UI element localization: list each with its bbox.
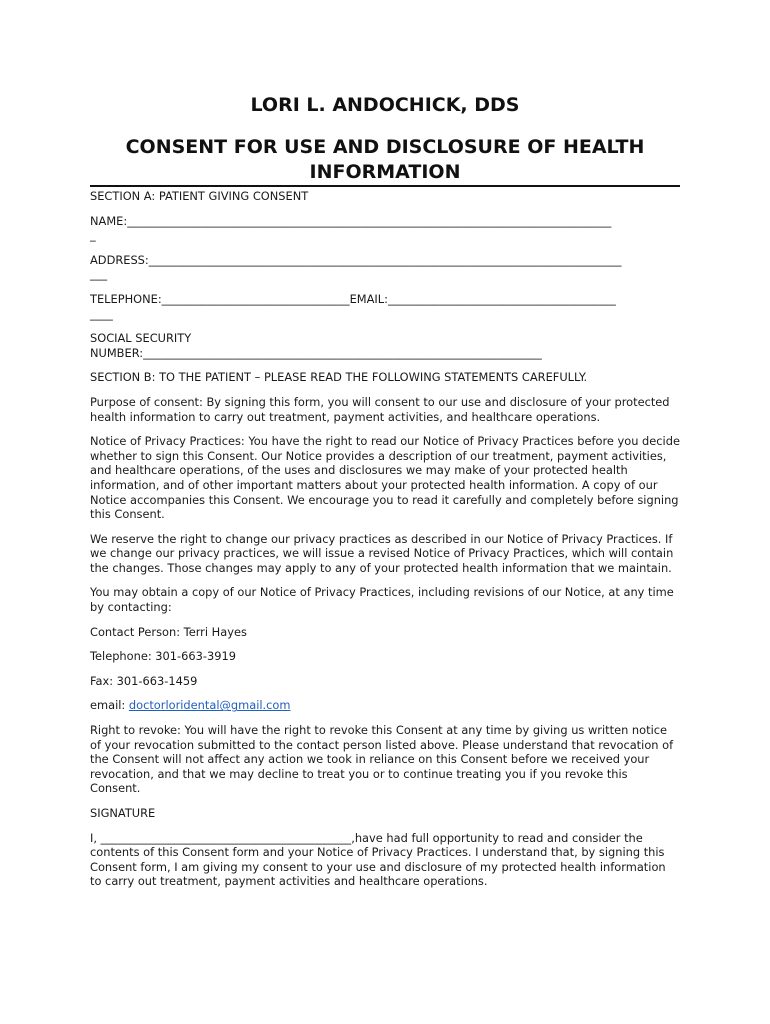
contact-email	[90, 698, 680, 713]
document-title	[90, 135, 680, 185]
section-a-heading: SECTION A: PATIENT GIVING CONSENT	[90, 189, 309, 203]
signature-name-blank[interactable]: ____________________________________________	[100, 830, 352, 845]
telephone-blank[interactable]: _________________________________	[161, 291, 350, 306]
ssn-field[interactable]	[90, 331, 680, 360]
revoke-paragraph: Right to revoke: You will have the right to revoke this Consent at any time by giving us written notice of your revocation submitted to the contact person listed above. Please understand that revocation of the Consent will not affect any action we took in reliance on this Consent before we received your revocation, and that we may decline to treat you or to continue treating you if you revoke this Consent.	[90, 723, 674, 796]
contact-person: Contact Person: Terri Hayes	[90, 624, 247, 639]
ssn-label-line-2: NUMBER:	[90, 345, 144, 360]
notice-paragraph: Notice of Privacy Practices: You have the right to read our Notice of Privacy Practices before you decide whether to sign this Consent. Our Notice provides a description of our treatment, payment activities, and healthcare operations, of the uses and disclosures we may make of your protected health information, and of other important matters about your protected health information. A copy of our Notice accompanies this Consent. We encourage you to read it carefully and completely before signing this Consent.	[90, 434, 680, 522]
signature-heading: SIGNATURE	[90, 806, 156, 820]
address-blank-continuation: ___	[90, 267, 108, 282]
name-blank[interactable]: _____________________________________________________________________________________	[127, 213, 612, 228]
telephone-email-fields[interactable]	[90, 292, 680, 321]
section-b-heading: SECTION B: TO THE PATIENT – PLEASE READ THE FOLLOWING STATEMENTS CAREFULLY.	[90, 370, 588, 385]
signature-prefix: I,	[90, 830, 101, 845]
obtain-paragraph: You may obtain a copy of our Notice of Privacy Practices, including revisions of our Notice, at any time by contacting:	[90, 585, 674, 615]
email-field-label: EMAIL:	[349, 291, 388, 306]
contact-fax: Fax: 301-663-1459	[90, 673, 198, 688]
address-blank[interactable]: ___________________________________________________________________________________	[148, 252, 622, 267]
purpose-paragraph: Purpose of consent: By signing this form, you will consent to our use and disclosure of your protected health information to carry out treatment, payment activities, and healthcare operations.	[90, 394, 670, 424]
telephone-label: TELEPHONE:	[90, 291, 162, 306]
contact-telephone: Telephone: 301-663-3919	[90, 649, 236, 664]
contact-email-label: email:	[90, 698, 129, 713]
reserve-paragraph: We reserve the right to change our privacy practices as described in our Notice of Privacy Practices. If we change our privacy practices, we will issue a revised Notice of Privacy Practices, which will contain the changes. Those changes may apply to any of your protected health information that we maintain.	[90, 531, 674, 575]
ssn-blank[interactable]: ______________________________________________________________________	[143, 345, 542, 360]
name-field[interactable]	[90, 214, 680, 243]
contact-email-link[interactable]: doctorloridental@gmail.com	[128, 698, 291, 713]
email-blank-continuation: ____	[90, 306, 113, 321]
form-body	[90, 189, 680, 899]
document-title-line-1: CONSENT FOR USE AND DISCLOSURE OF HEALTH	[125, 136, 645, 158]
title-divider	[90, 185, 680, 187]
doctor-name-heading: LORI L. ANDOCHICK, DDS	[250, 94, 520, 116]
signature-statement-text: ,have had full opportunity to read and consider the contents of this Consent form and your Notice of Privacy Practices. I understand that, by signing this Consent form, I am giving my consent to your use and disclosure of my protected health information to carry out treatment, payment activities and healthcare operations.	[90, 830, 666, 889]
document-title-line-2: INFORMATION	[309, 161, 461, 183]
address-label: ADDRESS:	[90, 252, 149, 267]
address-field[interactable]	[90, 253, 680, 282]
name-label: NAME:	[90, 213, 128, 228]
email-blank[interactable]: ________________________________________	[387, 291, 616, 306]
ssn-label-line-1: SOCIAL SECURITY	[90, 331, 192, 346]
name-blank-continuation: _	[90, 228, 96, 243]
signature-statement	[90, 831, 680, 889]
